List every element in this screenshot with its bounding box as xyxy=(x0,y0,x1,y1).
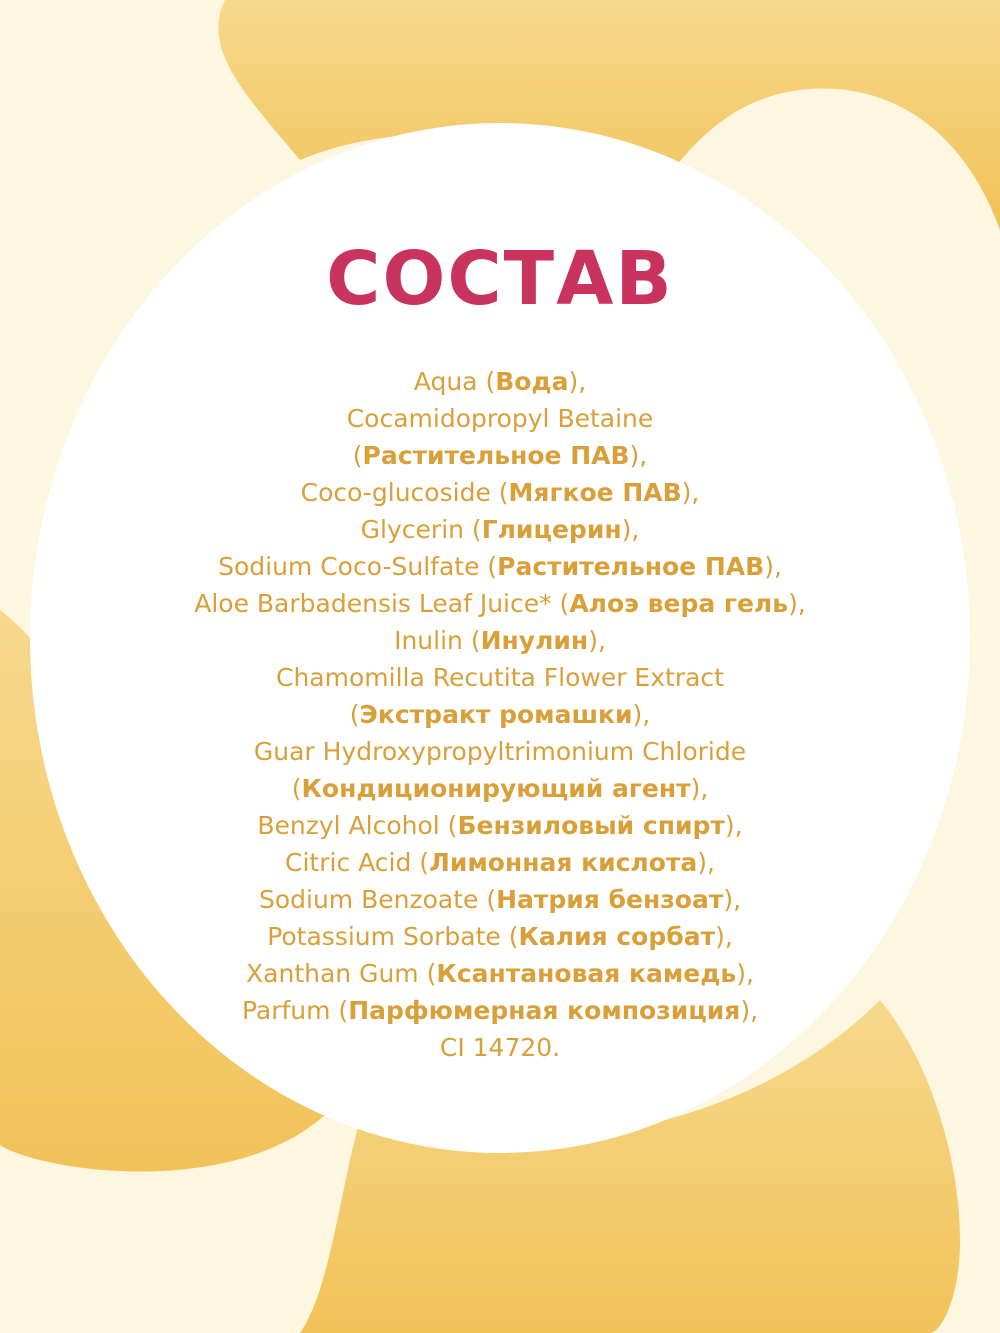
ingredient-name-ru: Бензиловый спирт xyxy=(457,811,725,840)
ingredient-name-inci: ), xyxy=(764,552,782,581)
ingredient-name-ru: Глицерин xyxy=(481,515,622,544)
ingredient-name-ru: Мягкое ПАВ xyxy=(508,478,682,507)
ingredient-line xyxy=(100,881,900,918)
ingredient-line xyxy=(100,659,900,696)
ingredient-name-inci: Sodium Coco-Sulfate ( xyxy=(218,552,498,581)
ingredient-name-inci: Aloe Barbadensis Leaf Juice* ( xyxy=(194,589,570,618)
page-title: СОСТАВ xyxy=(326,236,674,322)
ingredient-name-inci: Cocamidopropyl Betaine xyxy=(346,404,654,433)
ingredient-name-ru: Растительное ПАВ xyxy=(497,552,765,581)
ingredient-name-ru: Растительное ПАВ xyxy=(362,441,630,470)
ingredient-name-inci: ), xyxy=(740,996,759,1025)
ingredient-line xyxy=(100,622,900,659)
ingredient-line xyxy=(100,807,900,844)
ingredient-name-inci: Parfum ( xyxy=(241,996,349,1025)
ingredient-line xyxy=(100,918,900,955)
ingredient-name-ru: Парфюмерная композиция xyxy=(348,996,741,1025)
ingredients-list xyxy=(100,363,900,1066)
ingredient-name-inci: Glycerin ( xyxy=(360,515,482,544)
ingredient-name-inci: ), xyxy=(724,811,743,840)
ingredient-name-ru: Кондиционирующий агент xyxy=(301,774,691,803)
ingredient-line xyxy=(100,955,900,992)
ingredient-name-inci: ), xyxy=(629,441,648,470)
ingredient-line xyxy=(100,844,900,881)
ingredient-name-inci: Chamomilla Recutita Flower Extract xyxy=(276,663,724,692)
ingredient-line xyxy=(100,363,900,400)
ingredient-line xyxy=(100,1029,900,1066)
ingredient-name-inci: Aqua ( xyxy=(413,367,496,396)
ingredient-line xyxy=(100,585,900,622)
ingredient-name-inci: ), xyxy=(697,848,715,877)
ingredient-name-inci: Inulin ( xyxy=(394,626,481,655)
ingredient-name-inci: ), xyxy=(788,589,806,618)
ingredient-name-inci: ), xyxy=(621,515,640,544)
ingredient-name-inci: ( xyxy=(352,441,363,470)
ingredient-line xyxy=(100,437,900,474)
ingredient-name-ru: Инулин xyxy=(480,626,589,655)
ingredient-line xyxy=(100,696,900,733)
ingredient-name-inci: Benzyl Alcohol ( xyxy=(257,811,458,840)
ingredient-name-inci: ), xyxy=(715,922,733,951)
ingredient-name-inci: ), xyxy=(736,959,754,988)
ingredient-name-inci: ( xyxy=(349,700,360,729)
ingredient-name-inci: Potassium Sorbate ( xyxy=(267,922,519,951)
ingredient-name-inci: Sodium Benzoate ( xyxy=(258,885,497,914)
ingredient-line xyxy=(100,733,900,770)
ingredient-name-inci: ), xyxy=(723,885,742,914)
ingredient-name-inci: CI 14720. xyxy=(439,1033,561,1062)
ingredient-name-ru: Алоэ вера гель xyxy=(569,589,789,618)
ingredient-name-ru: Экстракт ромашки xyxy=(359,700,633,729)
ingredient-name-inci: ( xyxy=(291,774,302,803)
ingredient-name-inci: ), xyxy=(632,700,651,729)
ingredient-name-inci: Xanthan Gum ( xyxy=(246,959,437,988)
ingredient-name-ru: Лимонная кислота xyxy=(429,848,698,877)
ingredient-name-ru: Вода xyxy=(495,367,569,396)
ingredient-name-inci: ), xyxy=(690,774,709,803)
ingredient-name-ru: Калия сорбат xyxy=(518,922,716,951)
ingredient-line xyxy=(100,992,900,1029)
ingredient-name-inci: ), xyxy=(568,367,587,396)
ingredient-name-inci: Coco-glucoside ( xyxy=(300,478,509,507)
ingredient-line xyxy=(100,511,900,548)
ingredient-line xyxy=(100,548,900,585)
ingredient-line xyxy=(100,474,900,511)
ingredient-name-ru: Ксантановая камедь xyxy=(436,959,737,988)
ingredient-line xyxy=(100,770,900,807)
ingredient-name-inci: Citric Acid ( xyxy=(285,848,430,877)
ingredient-name-inci: ), xyxy=(588,626,606,655)
ingredient-name-inci: ), xyxy=(681,478,700,507)
ingredient-name-ru: Натрия бензоат xyxy=(496,885,724,914)
ingredient-name-inci: Guar Hydroxypropyltrimonium Chloride xyxy=(253,737,747,766)
composition-panel xyxy=(100,235,900,1066)
ingredient-line xyxy=(100,400,900,437)
